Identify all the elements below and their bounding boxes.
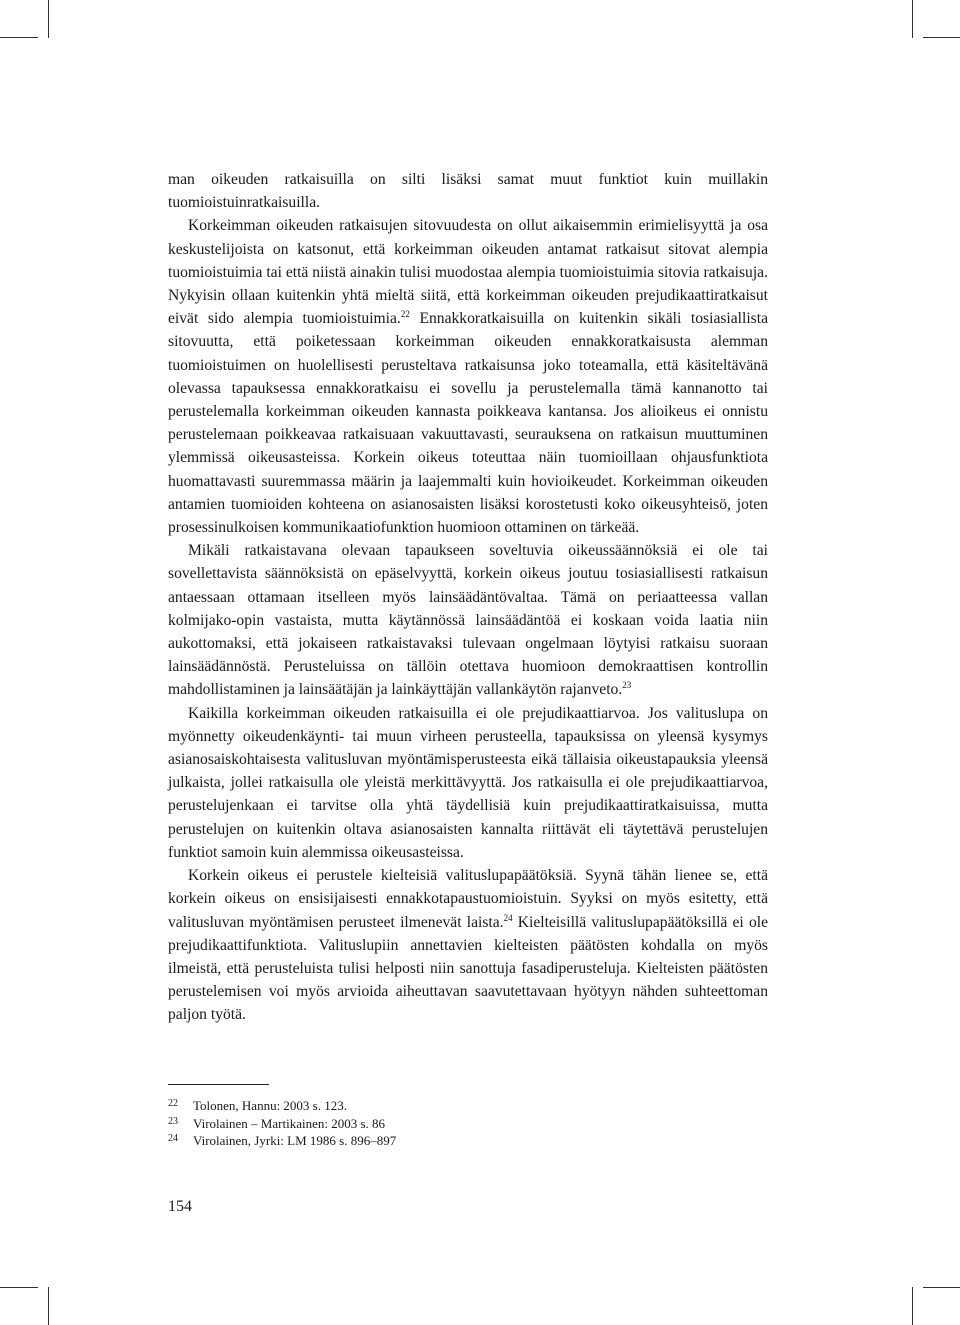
paragraph-text: Korkeimman oikeuden ratkaisujen sitovuudesta on ollut aikaisemmin erimielisyyttä ja osa keskustelijoista on katsonut, että korkeimman oikeuden antamat ratkaisut sitovat alempia tuomioistuimia tai että niistä ainakin tulisi muodostaa alempia tuomioistuimia sitovia ratkaisuja. Nykyisin ollaan kuitenkin yhtä mieltä siitä, että korkeimman oikeuden prejudikaattiratkaisut eivät sido alempia tuomioistuimia.: [168, 217, 768, 328]
paragraph: Kaikilla korkeimman oikeuden ratkaisuilla ei ole prejudikaattiarvoa. Jos valituslupa on myönnetty oikeudenkäynti- tai muun virheen perusteella, tapauksissa on yleensä kysymys asianosaiskohtaisesta valitusluvan myöntämisperusteesta eikä tällaisia oikeustapauksia yleensä julkaista, jollei ratkaisulla ole yleistä merkittävyyttä. Jos ratkaisulla ei ole prejudikaattiarvoa, perustelujenkaan ei tarvitse olla yhtä täydellisiä kuin prejudikaattiratkaisuissa, mutta perustelujen on kuitenkin oltava asianosaisten kannalta riittävät eli täytettävä perustelujen funktiot samoin kuin alemmissa oikeusasteissa.: [168, 704, 768, 861]
paragraph-text: Kielteisillä valituslupapäätöksillä ei ole prejudikaattifunktiota. Valituslupiin annettavien kielteisten päätösten kohdalla on myös ilmeistä, että perusteluista tulisi helposti niin sanottuja fasadiperusteluja. Kielteisten päätösten perustelemisen voi myös arvioida aiheuttavan saavutettavaan hyötyyn nähden suhteettoman paljon työtä.: [168, 913, 768, 1024]
footnote-ref: 23: [622, 680, 632, 691]
footnotes: [168, 1097, 396, 1150]
paragraph: [168, 864, 768, 1026]
footnote: [168, 1097, 396, 1115]
paragraph-text: Ennakkoratkaisuilla on kuitenkin sikäli tosiasiallista sitovuutta, että poiketessaan korkeimman oikeuden ennakkoratkaisusta alemman tuomioistuimen on huolellisesti perusteltava ratkaisunsa joko toteamalla, että käsiteltävänä olevassa tapauksessa ennakkoratkaisu ei sovellu ja perustelemalla tämä kannanotto tai perustelemalla korkeimman oikeuden kannasta poikkeava kantansa. Jos alioikeus ei onnistu perustelemaan poikkeavaa ratkaisuaan vakuuttavasti, seurauksena on ratkaisun muuttuminen ylemmissä oikeusasteissa. Korkein oikeus toteuttaa näin tuomioillaan ohjausfunktiota huomattavasti suuremmassa määrin ja laajemmalti kuin hovioikeudet. Korkeimman oikeuden antamien tuomioiden kohteena on asianosaisten lisäksi korostetusti koko oikeusyhteisö, joten prosessinulkoisen kommunikaatiofunktion huomioon ottaminen on tärkeää.: [168, 310, 769, 537]
paragraph-text: Mikäli ratkaistavana olevaan tapaukseen soveltuvia oikeussäännöksiä ei ole tai sovellettavista säännöksistä on epäselvyyttä, korkein oikeus joutuu tosiasiallisesti ratkaisun antaessaan ottamaan itselleen myös lainsäädäntövaltaa. Tämä on periaatteessa vallan kolmijako-opin vastaista, mutta käytännössä lainsäädäntöä ei koskaan voida laatia niin aukottomaksi, että jokaiseen ratkaistavaksi tulevaan ongelmaan löytyisi ratkaisu suoraan lainsäädännöstä. Perusteluissa on tällöin otettava huomioon demokraattisen kontrollin mahdollistaminen ja lainsäätäjän ja lainkäyttäjän vallankäytön rajanveto.: [168, 542, 768, 699]
footnote: [168, 1132, 396, 1150]
footnote-divider: [168, 1084, 269, 1085]
crop-mark: [48, 1287, 49, 1325]
paragraph: [168, 214, 768, 539]
crop-mark: [912, 0, 913, 38]
crop-mark: [0, 1287, 38, 1288]
crop-mark: [48, 0, 49, 38]
paragraph: man oikeuden ratkaisuilla on silti lisäksi samat muut funktiot kuin muillakin tuomioistuinratkaisuilla.: [168, 171, 768, 212]
page-number: 154: [168, 1198, 192, 1215]
crop-mark: [923, 37, 960, 38]
body-text: [168, 168, 768, 1027]
footnote-ref: 22: [400, 309, 410, 320]
crop-mark: [0, 37, 38, 38]
footnote-number: 22: [168, 1098, 178, 1109]
paragraph: [168, 539, 768, 701]
footnote: [168, 1115, 396, 1133]
crop-mark: [912, 1287, 913, 1325]
footnote-number: 23: [168, 1115, 178, 1127]
paragraph-text: Korkein oikeus ei perustele kielteisiä valituslupapäätöksiä. Syynä tähän lienee se, että korkein oikeus on ensisijaisesti ennakkotapaustuomioistuin. Syyksi on myös esitetty, että valitusluvan myöntämisen perusteet ilmenevät laista.: [168, 867, 768, 931]
footnote-text: Tolonen, Hannu: 2003 s. 123.: [193, 1098, 347, 1113]
footnote-text: Virolainen – Martikainen: 2003 s. 86: [193, 1115, 386, 1131]
footnote-number: 24: [168, 1133, 178, 1144]
footnote-text: Virolainen, Jyrki: LM 1986 s. 896–897: [193, 1133, 397, 1148]
crop-mark: [923, 1287, 960, 1288]
footnote-ref: 24: [503, 912, 513, 923]
